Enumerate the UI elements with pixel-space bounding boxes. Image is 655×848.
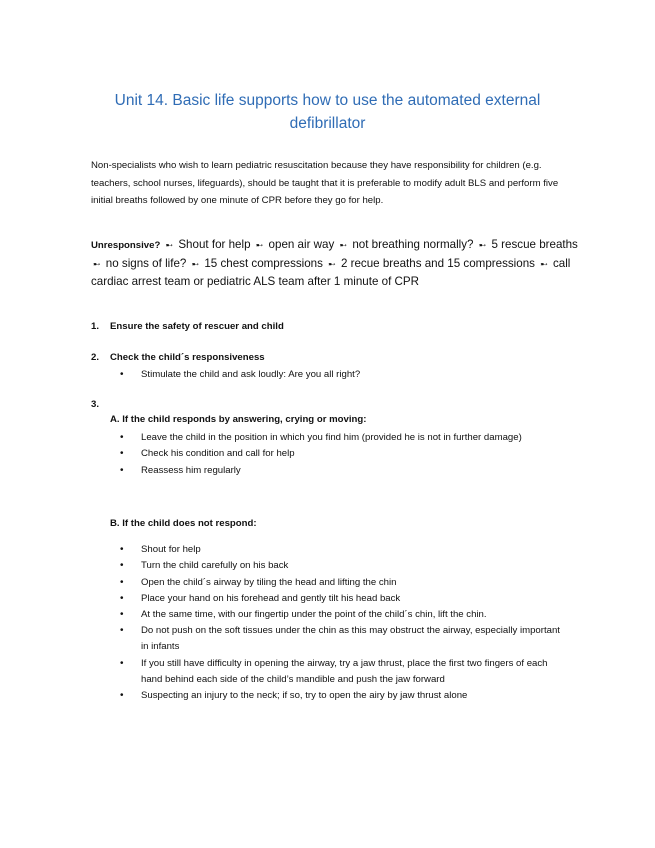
list-item: • Reassess him regularly (118, 463, 568, 479)
flow-step: 15 chest compressions (204, 256, 323, 270)
section-3a-heading: A. If the child responds by answering, crying or moving: (110, 414, 367, 425)
arrow-icon: ➸ (191, 258, 200, 269)
algorithm-flow (91, 236, 581, 291)
arrow-icon: ➸ (165, 240, 174, 250)
arrow-icon: ➸ (540, 258, 548, 269)
bullet-icon: • (120, 464, 124, 476)
section-2-number: 2. (91, 352, 100, 363)
list-item: • Do not push on the soft tissues under the chin as this may obstruct the airway, especially important in infants (120, 625, 560, 653)
section-3a-list (118, 430, 568, 479)
bullet-icon: • (120, 592, 124, 604)
bullet-icon: • (120, 432, 124, 443)
section-3b-list (118, 542, 568, 704)
bullet-icon: • (120, 369, 124, 380)
arrow-icon: ➸ (478, 240, 487, 250)
arrow-icon: ➸ (255, 240, 264, 250)
intro-paragraph: Non-specialists who wish to learn pediatric resuscitation because they have responsibility for children (e.g. teachers, school nurses, lifeguards), should be taught that it is preferable to modify adult BLS and perform five initial breaths followed by one minute of CPR before they go for help. (91, 160, 559, 206)
list-item: • At the same time, with our fingertip under the point of the child´s chin, lift the chin. (118, 607, 568, 623)
bullet-icon: • (120, 625, 124, 637)
bullet-icon: • (120, 609, 124, 621)
section-3b-heading: B. If the child does not respond: (110, 518, 257, 529)
flow-step: no signs of life? (105, 256, 187, 270)
section-2-heading: Check the child´s responsiveness (110, 352, 265, 363)
arrow-icon: ➸ (339, 240, 348, 250)
flow-step: call cardiac arrest team or pediatric ALS team after 1 minute of CPR (91, 256, 571, 288)
list-item: • Turn the child carefully on his back (118, 558, 568, 574)
bullet-icon: • (120, 544, 124, 555)
flow-lead: Unresponsive? (91, 240, 161, 251)
flow-step: not breathing normally? (352, 238, 474, 251)
section-1-number: 1. (91, 321, 100, 332)
bullet-icon: • (120, 690, 124, 702)
section-3-number: 3. (91, 399, 100, 410)
page-title: Unit 14. Basic life supports how to use the automated external defibrillator (114, 92, 541, 132)
flow-step: open air way (268, 238, 335, 251)
bullet-icon: • (120, 448, 124, 460)
list-item: • Place your hand on his forehead and gently tilt his head back (118, 591, 568, 607)
section-2-list (118, 367, 568, 383)
flow-step: 2 recue breaths and 15 compressions (340, 256, 535, 270)
bullet-icon: • (120, 657, 124, 669)
list-item: • Stimulate the child and ask loudly: Are you all right? (118, 367, 568, 383)
list-item: • Leave the child in the position in which you find him (provided he is not in further damage) (118, 430, 568, 446)
flow-step: 5 rescue breaths (491, 238, 578, 251)
list-item: • Suspecting an injury to the neck; if so, try to open the airy by jaw thrust alone (118, 688, 568, 704)
arrow-icon: ➸ (328, 258, 336, 269)
list-item: • Shout for help (118, 542, 568, 558)
flow-step: Shout for help (178, 238, 251, 251)
bullet-icon: • (120, 560, 124, 572)
list-item: • Open the child´s airway by tiling the head and lifting the chin (118, 575, 568, 591)
list-item: • If you still have difficulty in opening the airway, try a jaw thrust, place the first two fingers of each hand behind each side of the child’s mandible and push the jaw forward (120, 657, 548, 685)
section-1-heading: Ensure the safety of rescuer and child (110, 321, 284, 332)
list-item: • Check his condition and call for help (118, 446, 568, 462)
arrow-icon: ➸ (93, 258, 101, 269)
bullet-icon: • (120, 576, 124, 588)
